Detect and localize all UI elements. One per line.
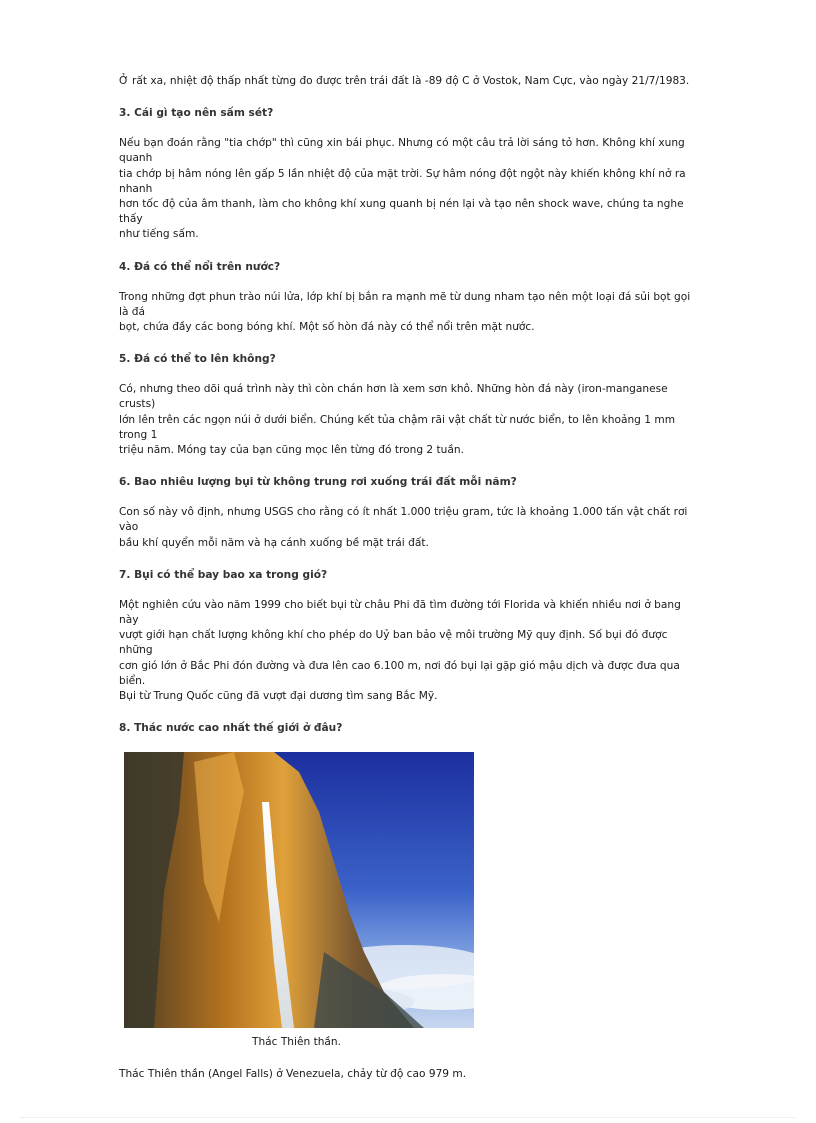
section-6 (119, 458, 699, 551)
section-heading: 3. Cái gì tạo nên sấm sét? (119, 107, 274, 120)
section-heading: 4. Đá có thể nổi trên nước? (119, 260, 281, 273)
section-line: như tiếng sấm. (119, 228, 199, 241)
section-line: Có, nhưng theo dõi quá trình này thì còn chán hơn là xem sơn khô. Những hòn đá này (iron-manganese crusts) (119, 383, 668, 411)
section-7 (119, 551, 699, 704)
page-bottom-border (20, 1117, 796, 1118)
section-heading: 8. Thác nước cao nhất thế giới ở đâu? (119, 722, 343, 735)
section-line: vượt giới hạn chất lượng không khí cho phép do Uỷ ban bảo vệ môi trường Mỹ quy định. Số bụi đó được những (119, 629, 668, 657)
section-3 (119, 89, 699, 242)
section-line: bầu khí quyển mỗi năm và hạ cánh xuống bề mặt trái đất. (119, 536, 429, 549)
section-4 (119, 243, 699, 336)
section-heading: 5. Đá có thể to lên không? (119, 353, 276, 366)
section-line: Trong những đợt phun trào núi lửa, lớp khí bị bắn ra mạnh mẽ từ dung nham tạo nên một loại đá sủi bọt gọi là đá (119, 290, 691, 318)
document-body (119, 74, 699, 1083)
photo-caption: Thác Thiên thần. (251, 1036, 342, 1049)
section-8 (119, 704, 699, 736)
section-line: Nếu bạn đoán rằng "tia chớp" thì cũng xin bái phục. Nhưng có một câu trả lời sáng tỏ hơn. Không khí xung quanh (119, 137, 685, 165)
section-line: Một nghiên cứu vào năm 1999 cho biết bụi từ châu Phi đã tìm đường tới Florida và khiến nhiều nơi ở bang này (119, 598, 681, 627)
section-line: bọt, chứa đầy các bong bóng khí. Một số hòn đá này có thể nổi trên mặt nước. (119, 321, 535, 334)
section-line: lớn lên trên các ngọn núi ở dưới biển. Chúng kết tủa chậm rãi vật chất từ nước biển, to lên khoảng 1 mm trong 1 (119, 413, 676, 441)
intro-paragraph: Ở rất xa, nhiệt độ thấp nhất từng đo được trên trái đất là -89 độ C ở Vostok, Nam Cực, vào ngày 21/7/1983. (119, 75, 690, 87)
angel-falls-photo (124, 752, 474, 1028)
section-heading: 7. Bụi có thể bay bao xa trong gió? (119, 568, 328, 581)
section-5 (119, 335, 699, 458)
section-line: hơn tốc độ của âm thanh, làm cho không khí xung quanh bị nén lại và tạo nên shock wave, chúng ta nghe thấy (119, 198, 684, 226)
section-line: cơn gió lớn ở Bắc Phi đón đường và đưa lên cao 6.100 m, nơi đó bụi lại gặp gió mậu dịch và được đưa qua biển. (119, 659, 680, 687)
section-line: Bụi từ Trung Quốc cũng đã vượt đại dương tìm sang Bắc Mỹ. (119, 690, 438, 703)
section-heading: 6. Bao nhiêu lượng bụi từ không trung rơi xuống trái đất mỗi năm? (119, 476, 517, 489)
closing-paragraph: Thác Thiên thần (Angel Falls) ở Venezuela, chảy từ độ cao 979 m. (119, 1068, 467, 1081)
section-line: Con số này vô định, nhưng USGS cho rằng có ít nhất 1.000 triệu gram, tức là khoảng 1.000 tấn vật chất rơi vào (119, 506, 688, 534)
section-line: triệu năm. Móng tay của bạn cũng mọc lên từng đó trong 2 tuần. (119, 444, 464, 457)
section-line: tia chớp bị hâm nóng lên gấp 5 lần nhiệt độ của mặt trời. Sự hâm nóng đột ngột này khiến không khí nở ra nhanh (119, 167, 686, 195)
